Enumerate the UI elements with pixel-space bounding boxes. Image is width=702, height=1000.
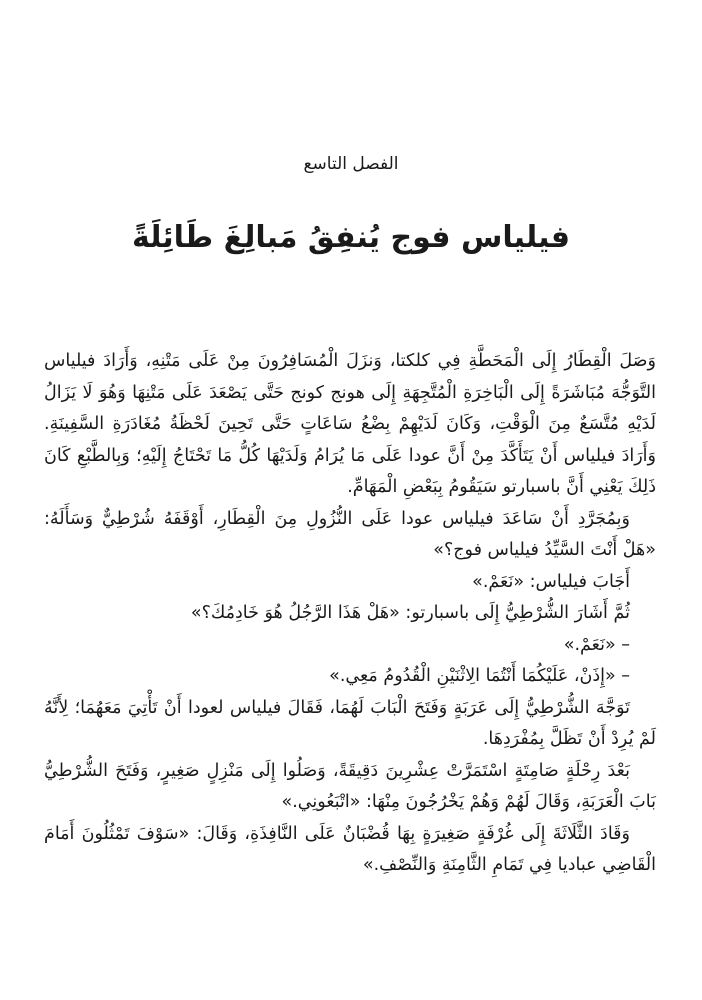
chapter-title: فيلياس فوج يُنفِقُ مَبالِغَ طَائِلَةً (131, 220, 571, 255)
dialogue-line: ثُمَّ أَشَارَ الشُّرْطِيُّ إِلَى باسبارتو: «هَلْ هَذَا الرَّجُلُ هُوَ خَادِمُكَ؟» (190, 603, 630, 623)
chapter-label: الفصل التاسع (303, 154, 399, 174)
body-paragraph: وَقَادَ الثَّلَاثَةَ إِلَى غُرْفَةٍ صَغِيرَةٍ بِهَا قُضْبَانٌ عَلَى النَّافِذَةِ، وَقَالَ: «سَوْفَ تَمْثُلُونَ أَمَامَ الْقَاضِي عباديا فِي تَمَامِ الثَّامِنَةِ وَالنِّصْفِ.» (44, 823, 656, 875)
body-paragraph: وَبِمُجَرَّدِ أَنْ سَاعَدَ فيلياس عودا عَلَى النُّزُولِ مِنَ الْقِطَارِ، أَوْقَفَهُ شُرْطِيٌّ وَسَأَلَهُ: «هَلْ أَنْتَ السَّيِّدُ فيلياس فوج؟» (44, 508, 656, 560)
chapter-body (44, 346, 656, 882)
body-paragraph: وَصَلَ الْقِطَارُ إِلَى الْمَحَطَّةِ فِي كلكتا، وَنزَلَ الْمُسَافِرُونَ مِنْ عَلَى مَتْنِهِ، وَأَرَادَ فيلياس التَّوَجُّهَ مُبَاشَرَةً إِلَى الْبَاخِرَةِ الْمُتَّجِهَةِ إِلَى هونج كونج حَتَّى يَصْعَدَ عَلَى مَتْنِهَا وَهُوَ لَا يَزَالُ لَدَيْهِ مُتَّسَعٌ مِنَ الْوَقْتِ، وَكَانَ لَدَيْهِمْ بِضْعُ سَاعَاتٍ حَتَّى تَحِينَ لَحْظَةُ مُغَادَرَةِ السَّفِينَةِ. وَأَرَادَ فيلياس أَنْ يَتَأَكَّدَ مِنْ أَنَّ عودا عَلَى مَا يُرَامُ وَلَدَيْهَا كُلُّ مَا تَحْتَاجُ إِلَيْهِ؛ وَبِالطَّبْعِ كَانَ ذَلِكَ يَعْنِي أَنَّ باسبارتو سَيَقُومُ بِبَعْضِ الْمَهَامِّ. (44, 351, 656, 497)
dialogue-line: أَجَابَ فيلياس: «نَعَمْ.» (472, 571, 630, 592)
dialogue-line: – «نَعَمْ.» (563, 634, 630, 655)
body-paragraph: تَوَجَّهَ الشُّرْطِيُّ إِلَى عَرَبَةٍ وَفَتَحَ الْبَابَ لَهُمَا، فَقَالَ فيلياس لعودا أَنْ تَأْتِيَ مَعَهُمَا؛ لِأَنَّهُ لَمْ يُرِدْ أَنْ تَظَلَّ بِمُفْرَدِهَا. (44, 697, 656, 749)
body-paragraph: بَعْدَ رِحْلَةٍ صَامِتَةٍ اسْتَمَرَّتْ عِشْرِينَ دَقِيقَةً، وَصَلُوا إِلَى مَنْزِلٍ صَغِيرٍ، وَفَتَحَ الشُّرْطِيُّ بَابَ الْعَرَبَةِ، وَقَالَ لَهُمْ وَهُمْ يَخْرُجُونَ مِنْهَا: «اتْبَعُونِي.» (44, 760, 656, 812)
dialogue-line: – «إِذَنْ، عَلَيْكُمَا أَنْتُمَا الِاثْنَيْنِ الْقُدُومُ مَعِي.» (329, 666, 630, 686)
